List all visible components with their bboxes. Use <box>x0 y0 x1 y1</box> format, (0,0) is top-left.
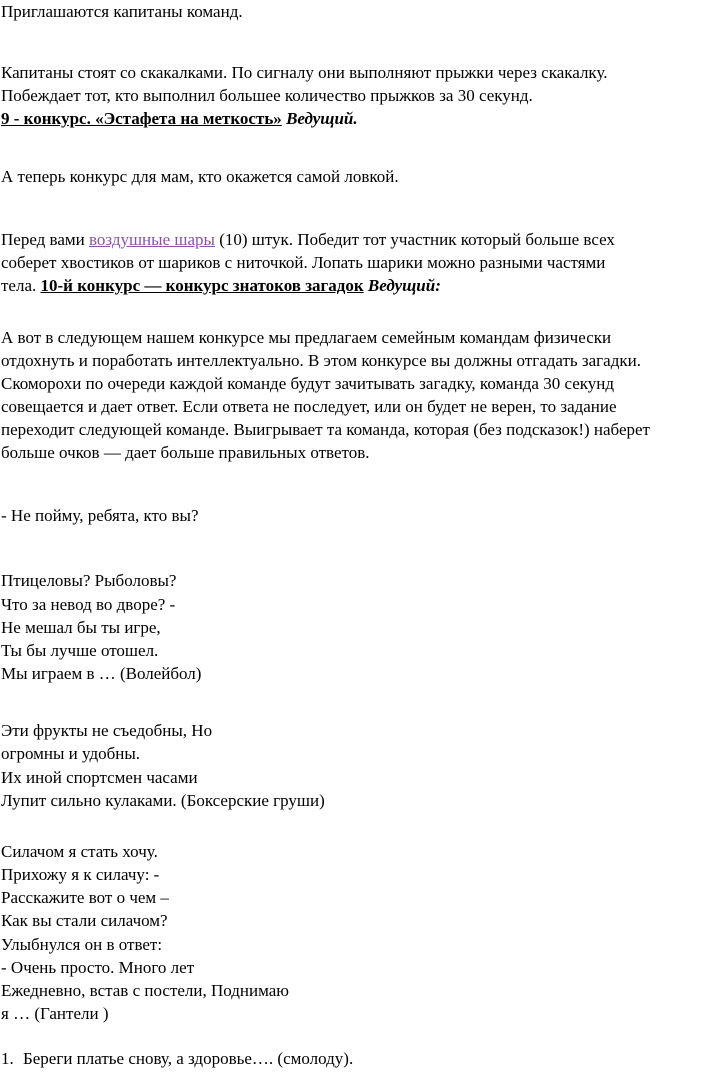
riddle-line: Птицеловы? Рыболовы? <box>1 571 177 590</box>
paragraph-line: переходит следующей команде. Выигрывает та команда, которая (без подсказок!) наберет <box>1 420 650 439</box>
intro-line: Приглашаются капитаны команд. <box>1 2 243 21</box>
riddle-line: Не мешал бы ты игре, <box>1 618 161 637</box>
paragraph-line: А вот в следующем нашем конкурсе мы предлагаем семейным командам физически <box>1 328 612 347</box>
paragraph-line: совещается и дает ответ. Если ответа не последует, или он будет не верен, то задание <box>1 397 617 416</box>
paragraph-line <box>1 229 615 251</box>
paragraph-line: А теперь конкурс для мам, кто окажется самой ловкой. <box>1 167 399 186</box>
list-number: 1. <box>1 1049 14 1068</box>
balloons-link[interactable]: воздушные шары <box>89 230 215 249</box>
riddle-line: Улыбнулся он в ответ: <box>1 935 163 954</box>
list-item-text: Береги платье снову, а здоровье…. (смолоду). <box>23 1049 354 1068</box>
text-fragment: тела. <box>1 276 41 295</box>
riddle-line: Их иной спортсмен часами <box>1 768 198 787</box>
paragraph-line: соберет хвостиков от шариков с ниточкой. Лопать шарики можно разными частями <box>1 253 606 272</box>
riddle-line: Силачом я стать хочу. <box>1 842 158 861</box>
riddle-line: я … (Гантели ) <box>1 1004 109 1023</box>
paragraph-line: Побеждает тот, кто выполнил большее количество прыжков за 30 секунд. <box>1 86 533 105</box>
list-item <box>1 1048 353 1070</box>
riddle-line: Ты бы лучше отошел. <box>1 641 159 660</box>
riddle-line: - Очень просто. Много лет <box>1 958 195 977</box>
riddle-line: Мы играем в … (Волейбол) <box>1 664 202 683</box>
host-label: Ведущий. <box>286 109 358 128</box>
contest-10-heading: 10-й конкурс — конкурс знатоков загадок <box>40 276 364 295</box>
contest-9-heading: 9 - конкурс. «Эстафета на меткость» <box>1 109 282 128</box>
riddle-line: Прихожу я к силачу: - <box>1 865 160 884</box>
contest-9-heading-line <box>1 108 358 130</box>
text-fragment: Перед вами <box>1 230 89 249</box>
contest-10-heading-line <box>1 275 441 297</box>
host-label: Ведущий: <box>367 276 441 295</box>
riddle-line: огромны и удобны. <box>1 744 141 763</box>
paragraph-line: больше очков — дает больше правильных ответов. <box>1 443 370 462</box>
paragraph-line: отдохнуть и поработать интеллектуально. В этом конкурсе вы должны отгадать загадки. <box>1 351 641 370</box>
paragraph-line: Капитаны стоят со скакалками. По сигналу они выполняют прыжки через скакалку. <box>1 63 608 82</box>
paragraph-line: Скоморохи по очереди каждой команде будут зачитывать загадку, команда 30 секунд <box>1 374 615 393</box>
text-fragment: (10) штук. Победит тот участник который больше всех <box>214 230 615 249</box>
riddle-line: Ежедневно, встав с постели, Поднимаю <box>1 981 290 1000</box>
riddle-line: Что за невод во дворе? - <box>1 595 176 614</box>
riddle-line: Эти фрукты не съедобны, Но <box>1 721 213 740</box>
riddle-line: Расскажите вот о чем – <box>1 888 169 907</box>
riddle-line: Лупит сильно кулаками. (Боксерские груши) <box>1 791 325 810</box>
paragraph-line: - Не пойму, ребята, кто вы? <box>1 506 199 525</box>
riddle-line: Как вы стали силачом? <box>1 911 168 930</box>
